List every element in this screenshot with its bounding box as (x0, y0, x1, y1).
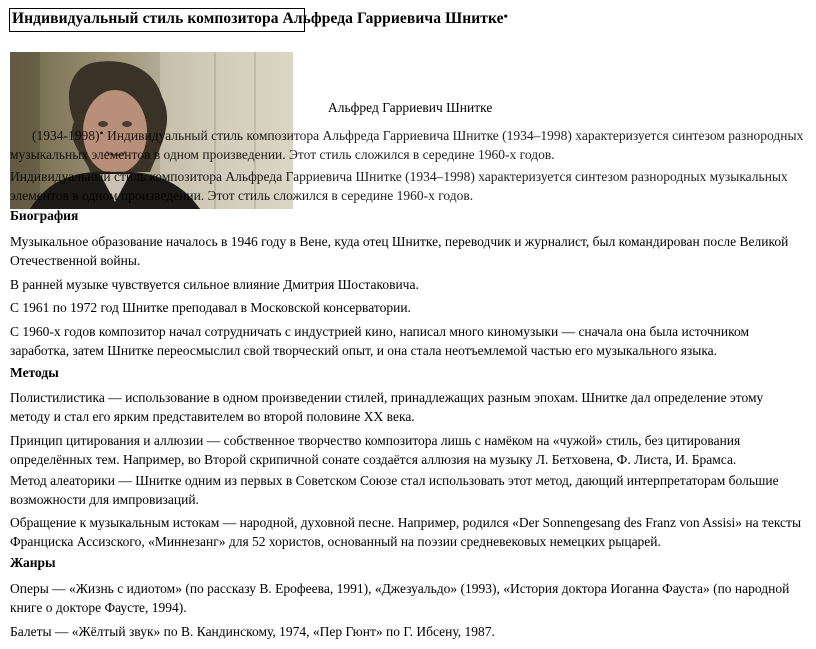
genres-heading: Жанры (10, 555, 56, 570)
methods-paragraph: Обращение к музыкальным истокам — народной, духовной песне. Например, родился «Der Sonnengesang des Franz von Assisi» на тексты Франциска Ассизского, «Миннезанг» для 52 хористов, основанный на поэзии средневековых немецких рыцарей. (10, 515, 802, 549)
biography-paragraph: В ранней музыке чувствуется сильное влияние Дмитрия Шостаковича. (10, 277, 419, 292)
biography-heading: Биография (10, 208, 79, 223)
biography-paragraph: Музыкальное образование началось в 1946 году в Вене, куда отец Шнитке, переводчик и журналист, был командирован после Великой Отечественной войны. (10, 234, 789, 268)
methods-paragraph: Принцип цитирования и аллюзии — собственное творчество композитора лишь с намёком на «чужой» стиль, без цитирования определённых тем. Например, во Второй скрипичной сонате создаётся аллюзия на музыку Л. Бетховена, Ф. Листа, И. Брамса. (10, 433, 741, 467)
methods-paragraph: Метод алеаторики — Шнитке одним из первых в Советском Союзе стал использовать этот метод, дающий интерпретаторам большие возможности для импровизаций. (10, 473, 779, 507)
biography-paragraph: С 1960-х годов композитор начал сотрудничать с индустрией кино, написал много киномузыки — сначала она была источником заработка, затем Шнитке переосмыслил свой творческий опыт, и она стала неотъемлемой частью его музыкального языка. (10, 324, 749, 358)
biography-paragraph: С 1961 по 1972 год Шнитке преподавал в Московской консерватории. (10, 300, 411, 315)
title-bullet: • (503, 9, 508, 23)
methods-heading: Методы (10, 365, 59, 380)
genres-paragraph: Балеты — «Жёлтый звук» по В. Кандинскому, 1974, «Пер Гюнт» по Г. Ибсену, 1987. (10, 624, 495, 639)
intro-paragraph-2: Индивидуальный стиль композитора Альфреда Гарриевича Шнитке (1934–1998) характеризуется синтезом разнородных музыкальных элементов в одном произведении. Этот стиль сложился в середине 1960-х годов. (10, 169, 788, 203)
page-title: Индивидуальный стиль композитора Альфреда Гарриевича Шнитке• (12, 9, 508, 27)
intro-bullet: • (99, 126, 104, 140)
methods-paragraph: Полистилистика — использование в одном произведении стилей, принадлежащих разным эпохам. Шнитке дал определение этому методу и стал его ярким представителем во второй половине XX века. (10, 390, 764, 424)
photo-caption: Альфред Гарриевич Шнитке (328, 100, 493, 115)
genres-paragraph: Оперы — «Жизнь с идиотом» (по рассказу В. Ерофеева, 1991), «Джезуальдо» (1993), «История доктора Иоганна Фауста» (по народной книге о докторе Фаусте, 1994). (10, 581, 790, 615)
intro-paragraph-1: (1934-1998)• Индивидуальный стиль композитора Альфреда Гарриевича Шнитке (1934–1998) характеризуется синтезом разнородных музыкальных элементов в одном произведении. Этот стиль сложился в середине 1960-х годов. (10, 126, 804, 162)
